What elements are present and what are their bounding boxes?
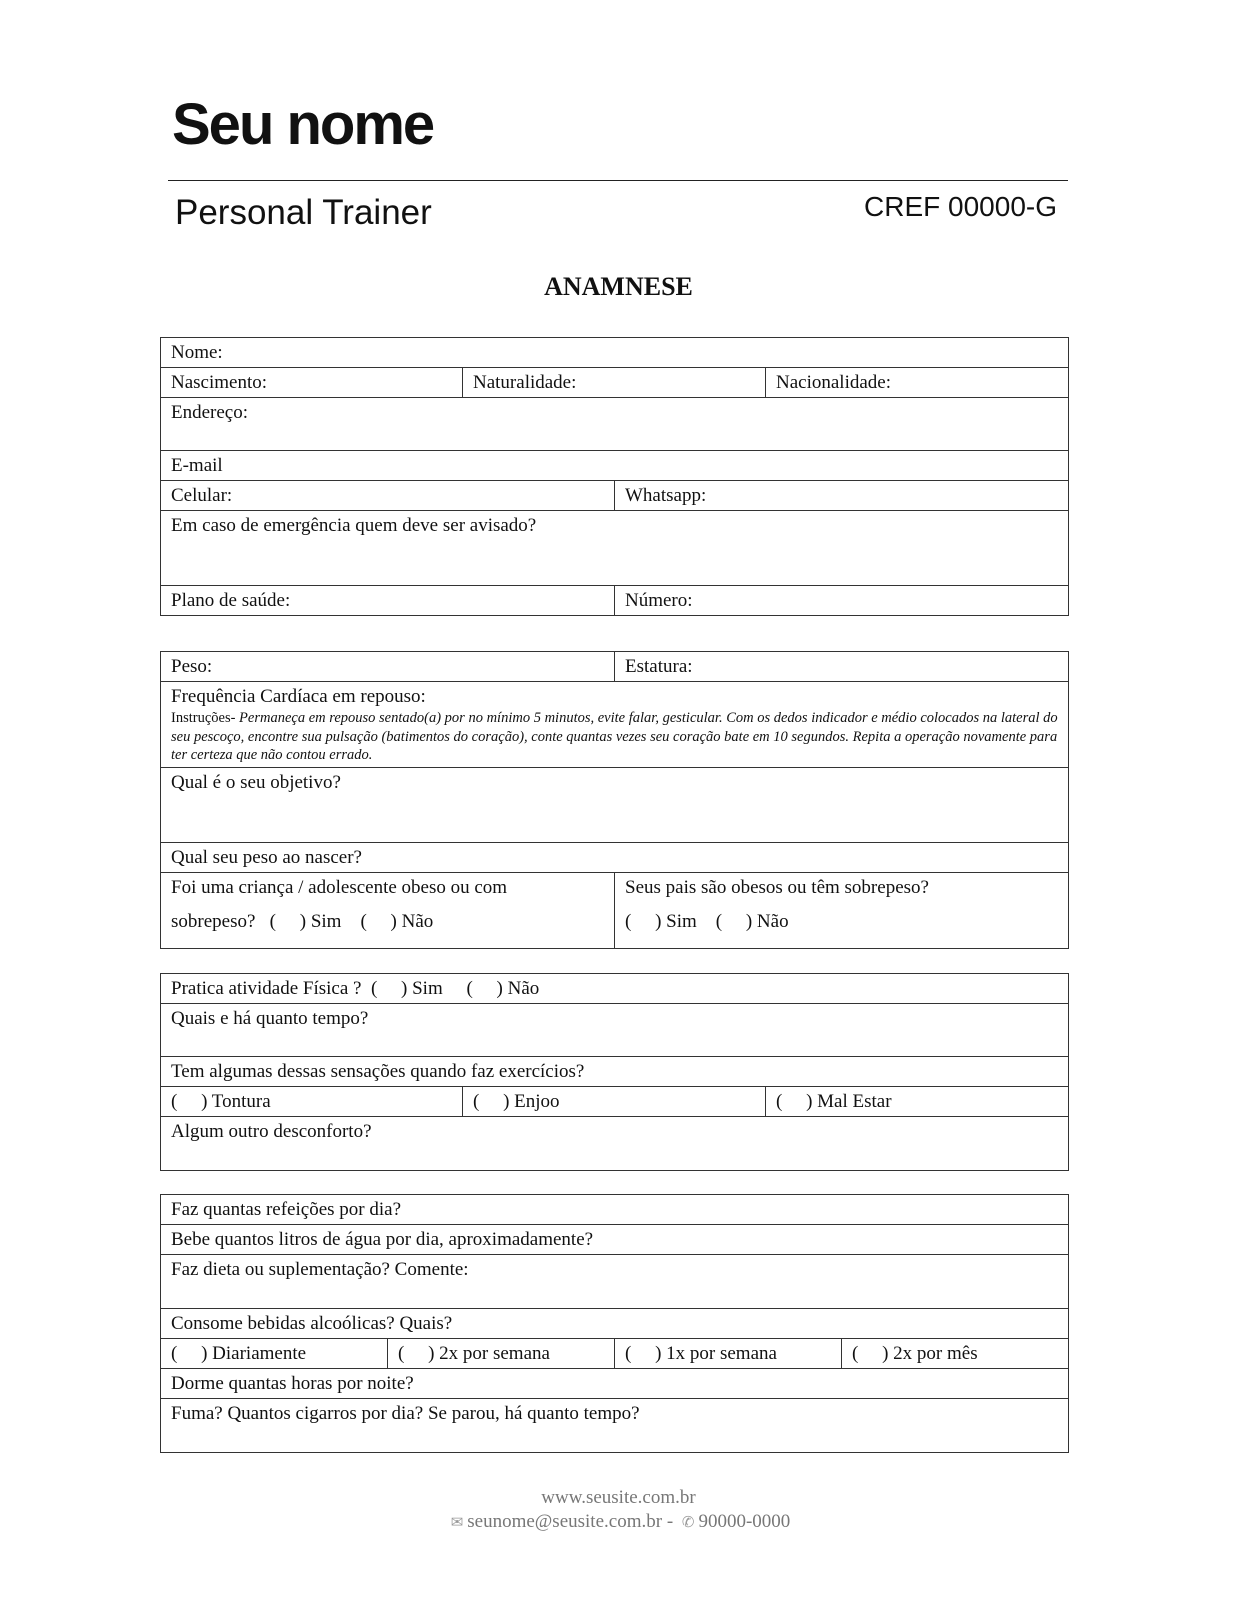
field-sensacoes: Tem algumas dessas sensações quando faz exercícios? xyxy=(161,1057,1069,1087)
instructions-prefix: Instruções- xyxy=(171,710,236,726)
field-objetivo[interactable]: Qual é o seu objetivo? xyxy=(161,768,1069,843)
field-naturalidade[interactable]: Naturalidade: xyxy=(463,368,766,398)
envelope-icon: ✉ xyxy=(450,1513,464,1531)
field-email[interactable]: E-mail xyxy=(161,451,1069,481)
field-frequencia-cardiaca[interactable] xyxy=(161,682,1069,768)
option-2x-semana[interactable]: ( ) 2x por semana xyxy=(388,1339,615,1369)
option-tontura[interactable]: ( ) Tontura xyxy=(161,1087,463,1117)
field-nascimento[interactable]: Nascimento: xyxy=(161,368,463,398)
field-celular[interactable]: Celular: xyxy=(161,481,615,511)
field-estatura[interactable]: Estatura: xyxy=(615,652,1069,682)
field-peso[interactable]: Peso: xyxy=(161,652,615,682)
option-diariamente[interactable]: ( ) Diariamente xyxy=(161,1339,388,1369)
obesidade-pais-options[interactable]: ( ) Sim ( ) Não xyxy=(625,911,789,932)
footer-website: www.seusite.com.br xyxy=(541,1487,696,1508)
field-plano-saude[interactable]: Plano de saúde: xyxy=(161,586,615,616)
obesidade-infancia-question: Foi uma criança / adolescente obeso ou com xyxy=(171,877,508,898)
field-alcool[interactable]: Consome bebidas alcoólicas? Quais? xyxy=(161,1309,1069,1339)
option-1x-semana[interactable]: ( ) 1x por semana xyxy=(615,1339,842,1369)
header-divider xyxy=(168,180,1068,181)
habits-table xyxy=(160,1194,1069,1453)
field-fuma[interactable]: Fuma? Quantos cigarros por dia? Se parou, há quanto tempo? xyxy=(161,1399,1069,1453)
document-title: ANAMNESE xyxy=(544,272,693,301)
footer-phone: 90000-0000 xyxy=(698,1511,791,1532)
frequencia-cardiaca-label: Frequência Cardíaca em repouso: xyxy=(171,686,426,707)
obesidade-pais-question: Seus pais são obesos ou têm sobrepeso? xyxy=(625,877,929,898)
header-name: Seu nome xyxy=(172,92,434,157)
field-obesidade-pais[interactable] xyxy=(615,873,1069,949)
field-nome[interactable]: Nome: xyxy=(161,338,1069,368)
header-cref: CREF 00000-G xyxy=(864,191,1057,222)
instructions-text: Permaneça em repouso sentado(a) por no mínimo 5 minutos, evite falar, gesticular. Com os dedos indicador e médio colocados na lateral do seu pescoço, encontre sua pulsação (batimentos do coração), conte quantas vezes seu coração bate em 10 segundos. Repita a operação novamente para ter certeza que não contou errado. xyxy=(171,710,1058,763)
field-dieta[interactable]: Faz dieta ou suplementação? Comente: xyxy=(161,1255,1069,1309)
field-obesidade-infancia[interactable] xyxy=(161,873,615,949)
field-pratica-atividade[interactable]: Pratica atividade Física ? ( ) Sim ( ) Não xyxy=(161,974,1069,1004)
option-mal-estar[interactable]: ( ) Mal Estar xyxy=(766,1087,1069,1117)
field-whatsapp[interactable]: Whatsapp: xyxy=(615,481,1069,511)
field-desconforto[interactable]: Algum outro desconforto? xyxy=(161,1117,1069,1171)
footer-email: seunome@seusite.com.br xyxy=(467,1511,663,1532)
option-enjoo[interactable]: ( ) Enjoo xyxy=(463,1087,766,1117)
footer-separator: - xyxy=(666,1511,674,1532)
frequencia-instructions xyxy=(171,709,1058,765)
personal-data-table xyxy=(160,337,1069,616)
obesidade-infancia-options[interactable]: sobrepeso? ( ) Sim ( ) Não xyxy=(171,911,434,932)
field-peso-nascer[interactable]: Qual seu peso ao nascer? xyxy=(161,843,1069,873)
field-emergencia[interactable]: Em caso de emergência quem deve ser avisado? xyxy=(161,511,1069,586)
header-role: Personal Trainer xyxy=(175,193,432,232)
field-quais-tempo[interactable]: Quais e há quanto tempo? xyxy=(161,1004,1069,1057)
phone-icon: ✆ xyxy=(681,1513,695,1531)
activity-table xyxy=(160,973,1069,1171)
field-nacionalidade[interactable]: Nacionalidade: xyxy=(766,368,1069,398)
field-endereco[interactable]: Endereço: xyxy=(161,398,1069,451)
field-numero[interactable]: Número: xyxy=(615,586,1069,616)
option-2x-mes[interactable]: ( ) 2x por mês xyxy=(842,1339,1069,1369)
footer-contact xyxy=(0,1510,1237,1534)
field-sono[interactable]: Dorme quantas horas por noite? xyxy=(161,1369,1069,1399)
health-data-table xyxy=(160,651,1069,949)
field-agua[interactable]: Bebe quantos litros de água por dia, aproximadamente? xyxy=(161,1225,1069,1255)
field-refeicoes[interactable]: Faz quantas refeições por dia? xyxy=(161,1195,1069,1225)
